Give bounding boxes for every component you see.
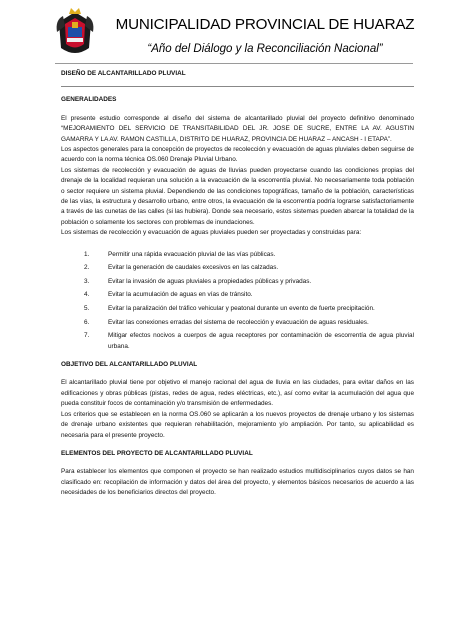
list-item-text: Evitar la generación de caudales excesivos en las calzadas. [108,264,279,272]
paragraph: Los aspectos generales para la concepción de proyectos de recolección y evacuación de aguas pluviales deben seguirse de acuerdo con la norma técnica OS.060 Drenaje Pluvial Urbano. [61,146,414,164]
list-item-text: Mitigar efectos nocivos a cuerpos de agua receptores por contaminación de escorrentía de agua pluvial urbana. [108,332,414,350]
list-item [61,290,414,300]
list-item-number: 4. [84,291,90,299]
section-heading-objetivo: OBJETIVO DEL ALCANTARILLADO PLUVIAL [61,361,198,369]
paragraph: El alcantarillado pluvial tiene por objetivo el manejo racional del agua de lluvia en las ciudades, para evitar daños en las edificaciones y obras públicas (pistas, redes de agua, redes eléctricas, etc.), así como evitar la acumulación del agua que pueda constituir focos de contaminación y/o transmisión de enfermedades. [61,379,414,408]
list-item-number: 2. [84,264,90,272]
paragraph: Para establecer los elementos que componen el proyecto se han realizado estudios multidisciplinarios cuyos datos se han clasificado en: recopilación de información y datos del área del proyecto, y elementos básicos necesarios de acuerdo a las necesidades de los beneficiarios directos del proyecto. [61,468,414,497]
list-item-number: 3. [84,277,90,285]
list-item-number: 5. [84,305,90,313]
list-item-number: 1. [84,250,90,258]
list-item [61,304,414,314]
objectives-list [61,250,414,352]
header-subtitle: “Año del Diálogo y la Reconciliación Nacional” [147,43,383,55]
list-item-number: 6. [84,318,90,326]
list-item-text: Evitar la acumulación de aguas en vías de tránsito. [108,291,253,299]
paragraph: Los sistemas de recolección y evacuación de aguas de lluvias pueden proyectarse cuando las condiciones propias del drenaje de la localidad requieran una solución a la evacuación de la escorrentía pluvial. No necesariamente toda población o sector requiere un sistema pluvial. Dependiendo de las condiciones topográficas, tamaño de la población, características de las vías, la estructura y desarrollo urbano, entre otros, la evacuación de la escorrentía podría lograrse satisfactoriamente a través de las cunetas de las calles (si las hubiera). Donde sea necesario, estos sistemas pueden abarcar la totalidad de la población o solamente los sectores con problemas de inundaciones. [61,166,414,226]
list-item-text: Evitar la paralización del tráfico vehicular y peatonal durante un evento de fuerte precipitación. [108,305,375,313]
paragraph: El presente estudio corresponde al diseño del sistema de alcantarillado pluvial del proyecto definitivo denominado “MEJORAMIENTO DEL SERVICIO DE TRANSITABILIDAD DEL JR. JOSE DE SUCRE, ENTRE LA AV. AGUSTIN GAMARRA Y LA AV. RAMON CASTILLA, DISTRITO DE HUARAZ, PROVINCIA DE HUARAZ – ANCASH - I ETAPA”. [61,114,414,143]
list-item [61,263,414,273]
list-item-text: Permitir una rápida evacuación pluvial de las vías públicas. [108,250,276,258]
section-heading-generalidades: GENERALIDADES [61,96,117,104]
list-item [61,331,414,352]
list-item-number: 7. [84,332,90,340]
header-title: MUNICIPALIDAD PROVINCIAL DE HUARAZ [115,16,415,33]
list-item [61,318,414,328]
list-item [61,277,414,287]
paragraph: Los sistemas de recolección y evacuación de aguas pluviales pueden ser proyectadas y construidas para: [61,229,362,237]
list-item [61,250,414,260]
municipal-coat-of-arms-icon [55,8,95,58]
list-item-text: Evitar las conexiones erradas del sistema de recolección y evacuación de aguas residuales. [108,318,369,326]
list-item-text: Evitar la invasión de aguas pluviales a propiedades públicas y privadas. [108,277,312,285]
paragraph: Los criterios que se establecen en la norma OS.060 se aplicarán a los nuevos proyectos de drenaje urbano y los sistemas de drenaje urbano existentes que requieran rehabilitación, mejoramiento y/o ampliación. Por tanto, su aplicabilidad es necesaria para el presente proyecto. [61,410,414,439]
document-body [61,64,414,499]
section-heading-elementos: ELEMENTOS DEL PROYECTO DE ALCANTARILLADO PLUVIAL [61,449,253,457]
document-title: DISEÑO DE ALCANTARILLADO PLUVIAL [61,69,414,87]
